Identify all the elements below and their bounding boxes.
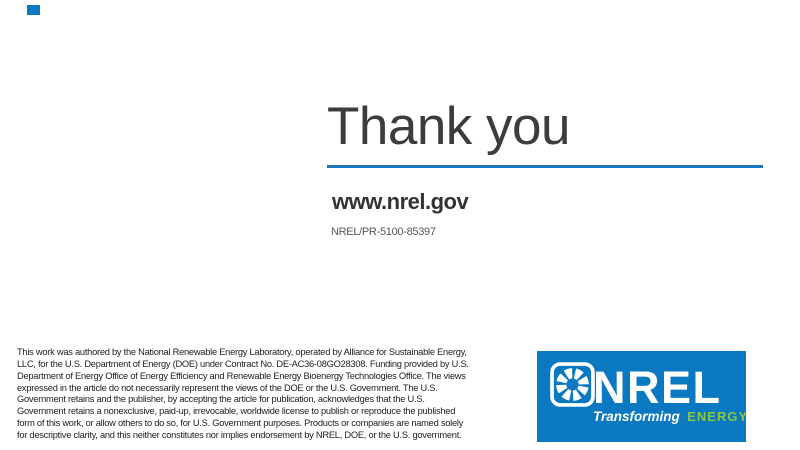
- website-link[interactable]: www.nrel.gov: [332, 189, 469, 214]
- tagline-energy: ENERGY: [687, 409, 749, 424]
- report-number: NREL/PR-5100-85397: [331, 226, 436, 238]
- title-underline: [327, 165, 763, 168]
- disclaimer-line: Government retains and the publisher, by accepting the article for publication, acknowledges that the U.S.: [17, 394, 425, 405]
- disclaimer-line: Department of Energy Office of Energy Efficiency and Renewable Energy Bioenergy Technologies Office. The views: [17, 370, 466, 381]
- disclaimer-line: This work was authored by the National Renewable Energy Laboratory, operated by Alliance for Sustainable Energy,: [17, 347, 467, 357]
- disclaimer-text: [17, 347, 507, 442]
- nrel-tagline: [593, 409, 748, 425]
- nrel-wordmark: NREL: [593, 362, 722, 413]
- disclaimer-line: LLC, for the U.S. Department of Energy (DOE) under Contract No. DE-AC36-08GO28308. Funding provided by U.S.: [17, 358, 469, 369]
- nrel-logo: [537, 351, 749, 442]
- disclaimer-line: expressed in the article do not necessarily represent the views of the DOE or the U.S. Government. The U.S.: [17, 382, 438, 393]
- disclaimer-line: for descriptive clarity, and this neither constitutes nor implies endorsement by NREL, DOE, or the U.S. government.: [17, 429, 462, 440]
- corner-accent-square: [27, 5, 40, 15]
- tagline-transforming: Transforming: [593, 409, 680, 424]
- nrel-sun-icon: [550, 362, 595, 407]
- page-title: Thank you: [327, 97, 570, 156]
- disclaimer-line: form of this work, or allow others to do so, for U.S. Government purposes. Products or companies are named solely: [17, 418, 464, 429]
- disclaimer-line: Government retains a nonexclusive, paid-up, irrevocable, worldwide license to publish or reproduce the published: [17, 406, 456, 417]
